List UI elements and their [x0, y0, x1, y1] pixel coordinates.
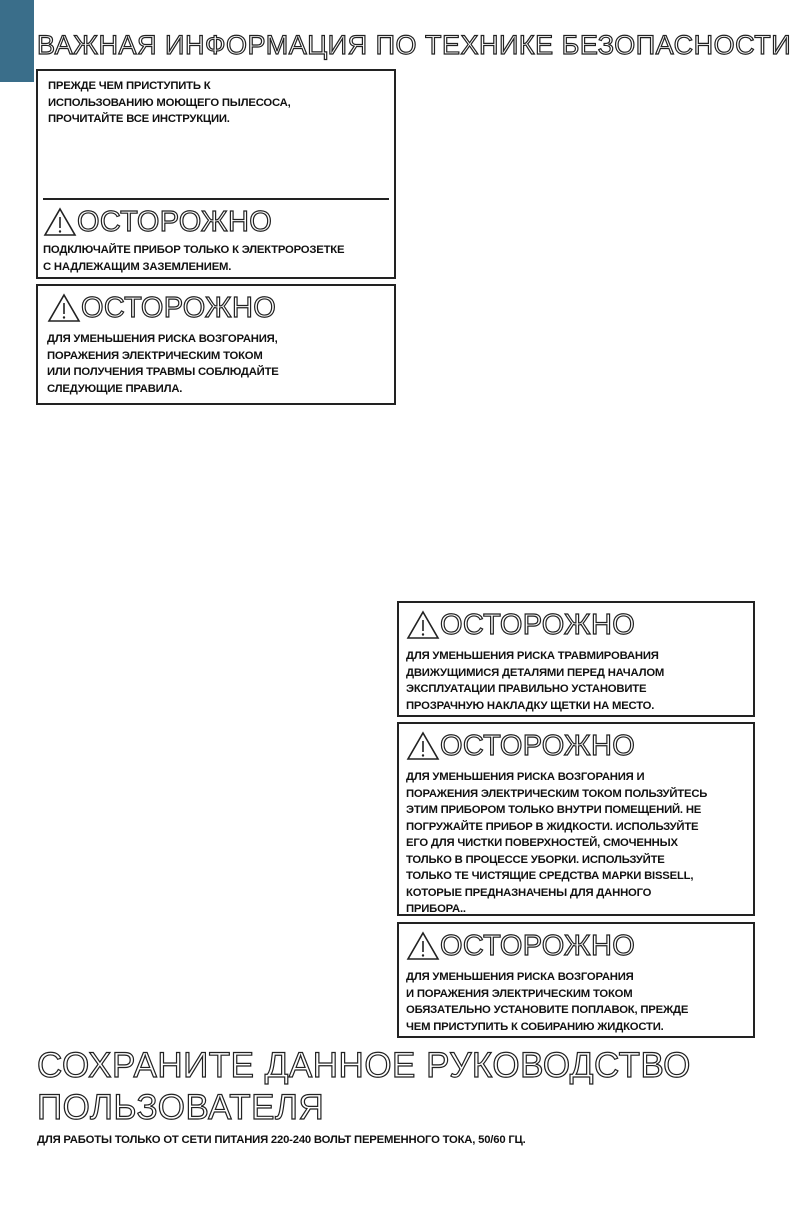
text-line: ТОЛЬКО ТЕ ЧИСТЯЩИЕ СРЕДСТВА МАРКИ BISSELL,	[406, 870, 694, 882]
text-line: СЛЕДУЮЩИЕ ПРАВИЛА.	[47, 382, 183, 395]
warning-header	[406, 727, 707, 765]
warning-triangle-icon	[43, 207, 77, 237]
warning-content	[47, 289, 279, 397]
text-line: ПОРАЖЕНИЯ ЭЛЕКТРИЧЕСКИМ ТОКОМ	[47, 349, 263, 362]
warning-content	[406, 727, 707, 918]
warning-text	[406, 648, 664, 714]
text-line: ИСПОЛЬЗОВАНИЮ МОЮЩЕГО ПЫЛЕСОСА,	[48, 96, 291, 109]
save-manual-heading	[37, 1045, 691, 1129]
text-line: ИЛИ ПОЛУЧЕНИЯ ТРАВМЫ СОБЛЮДАЙТЕ	[47, 366, 279, 378]
text-line: ПРОЧИТАЙТЕ ВСЕ ИНСТРУКЦИИ.	[48, 113, 230, 125]
warning-word: ОСТОРОЖНО	[81, 291, 277, 324]
text-line: ПРОЗРАЧНУЮ НАКЛАДКУ ЩЕТКИ НА МЕСТО.	[406, 699, 655, 712]
section-tab	[0, 0, 34, 82]
warning-word: ОСТОРОЖНО	[440, 608, 636, 641]
warning-triangle-icon	[47, 293, 81, 323]
warning-word: ОСТОРОЖНО	[77, 205, 273, 238]
text-line: ПОРАЖЕНИЯ ЭЛЕКТРИЧЕСКИМ ТОКОМ ПОЛЬЗУЙТЕСЬ	[406, 787, 708, 800]
warning-content	[406, 927, 688, 1035]
text-line: ДЛЯ УМЕНЬШЕНИЯ РИСКА ВОЗГОРАНИЯ И	[406, 771, 645, 783]
power-requirements-note: ДЛЯ РАБОТЫ ТОЛЬКО ОТ СЕТИ ПИТАНИЯ 220-240 ВОЛЬТ ПЕРЕМЕННОГО ТОКА, 50/60 ГЦ.	[37, 1134, 526, 1146]
text-line: ТОЛЬКО В ПРОЦЕССЕ УБОРКИ. ИСПОЛЬЗУЙТЕ	[406, 853, 665, 866]
warning-word: ОСТОРОЖНО	[440, 929, 636, 962]
grounding-warning	[43, 203, 390, 275]
text-line: ДЛЯ УМЕНЬШЕНИЯ РИСКА ВОЗГОРАНИЯ	[406, 971, 634, 983]
warning-box-float	[397, 922, 755, 1038]
text-line: ПРЕЖДЕ ЧЕМ ПРИСТУПИТЬ К	[48, 80, 211, 92]
warning-triangle-icon	[406, 931, 440, 961]
read-instructions-box	[36, 69, 396, 279]
text-line: ОБЯЗАТЕЛЬНО УСТАНОВИТЕ ПОПЛАВОК, ПРЕЖДЕ	[406, 1004, 689, 1016]
text-line: И ПОРАЖЕНИЯ ЭЛЕКТРИЧЕСКИМ ТОКОМ	[406, 987, 633, 1000]
read-instructions-text	[48, 78, 291, 128]
text-line: ЭТИМ ПРИБОРОМ ТОЛЬКО ВНУТРИ ПОМЕЩЕНИЙ. НЕ	[406, 804, 702, 816]
text-line: ПРИБОРА..	[406, 903, 466, 915]
warning-triangle-icon	[406, 731, 440, 761]
warning-header	[43, 203, 390, 241]
heading-line: СОХРАНИТЕ ДАННОЕ РУКОВОДСТВО	[37, 1046, 691, 1085]
text-line: ПОДКЛЮЧАЙТЕ ПРИБОР ТОЛЬКО К ЭЛЕКТРОРОЗЕТКЕ	[43, 244, 345, 256]
warning-header	[47, 289, 279, 327]
warning-content	[406, 606, 664, 714]
warning-header	[406, 927, 688, 965]
heading-line: ПОЛЬЗОВАТЕЛЯ	[37, 1088, 325, 1127]
page-title: ВАЖНАЯ ИНФОРМАЦИЯ ПО ТЕХНИКЕ БЕЗОПАСНОСТИ	[37, 30, 792, 60]
warning-header	[406, 606, 664, 644]
warning-text	[406, 769, 707, 918]
text-line: ПОГРУЖАЙТЕ ПРИБОР В ЖИДКОСТИ. ИСПОЛЬЗУЙТЕ	[406, 820, 699, 833]
text-line: ЕГО ДЛЯ ЧИСТКИ ПОВЕРХНОСТЕЙ, СМОЧЕННЫХ	[406, 837, 678, 849]
text-line: КОТОРЫЕ ПРЕДНАЗНАЧЕНЫ ДЛЯ ДАННОГО	[406, 886, 652, 899]
text-line: ДЛЯ УМЕНЬШЕНИЯ РИСКА ТРАВМИРОВАНИЯ	[406, 650, 659, 662]
text-line: ЭКСПЛУАТАЦИИ ПРАВИЛЬНО УСТАНОВИТЕ	[406, 683, 647, 695]
text-line: С НАДЛЕЖАЩИМ ЗАЗЕМЛЕНИЕМ.	[43, 260, 232, 273]
text-line: ЧЕМ ПРИСТУПИТЬ К СОБИРАНИЮ ЖИДКОСТИ.	[406, 1020, 664, 1033]
warning-box-rules	[36, 284, 396, 405]
warning-text	[43, 242, 390, 275]
text-line: ДЛЯ УМЕНЬШЕНИЯ РИСКА ВОЗГОРАНИЯ,	[47, 333, 278, 345]
warning-box-moving-parts	[397, 601, 755, 717]
divider	[43, 198, 389, 200]
warning-box-indoor	[397, 722, 755, 916]
warning-word: ОСТОРОЖНО	[440, 729, 636, 762]
text-line: ДВИЖУЩИМИСЯ ДЕТАЛЯМИ ПЕРЕД НАЧАЛОМ	[406, 666, 665, 679]
warning-triangle-icon	[406, 610, 440, 640]
warning-text	[47, 331, 279, 397]
warning-text	[406, 969, 688, 1035]
